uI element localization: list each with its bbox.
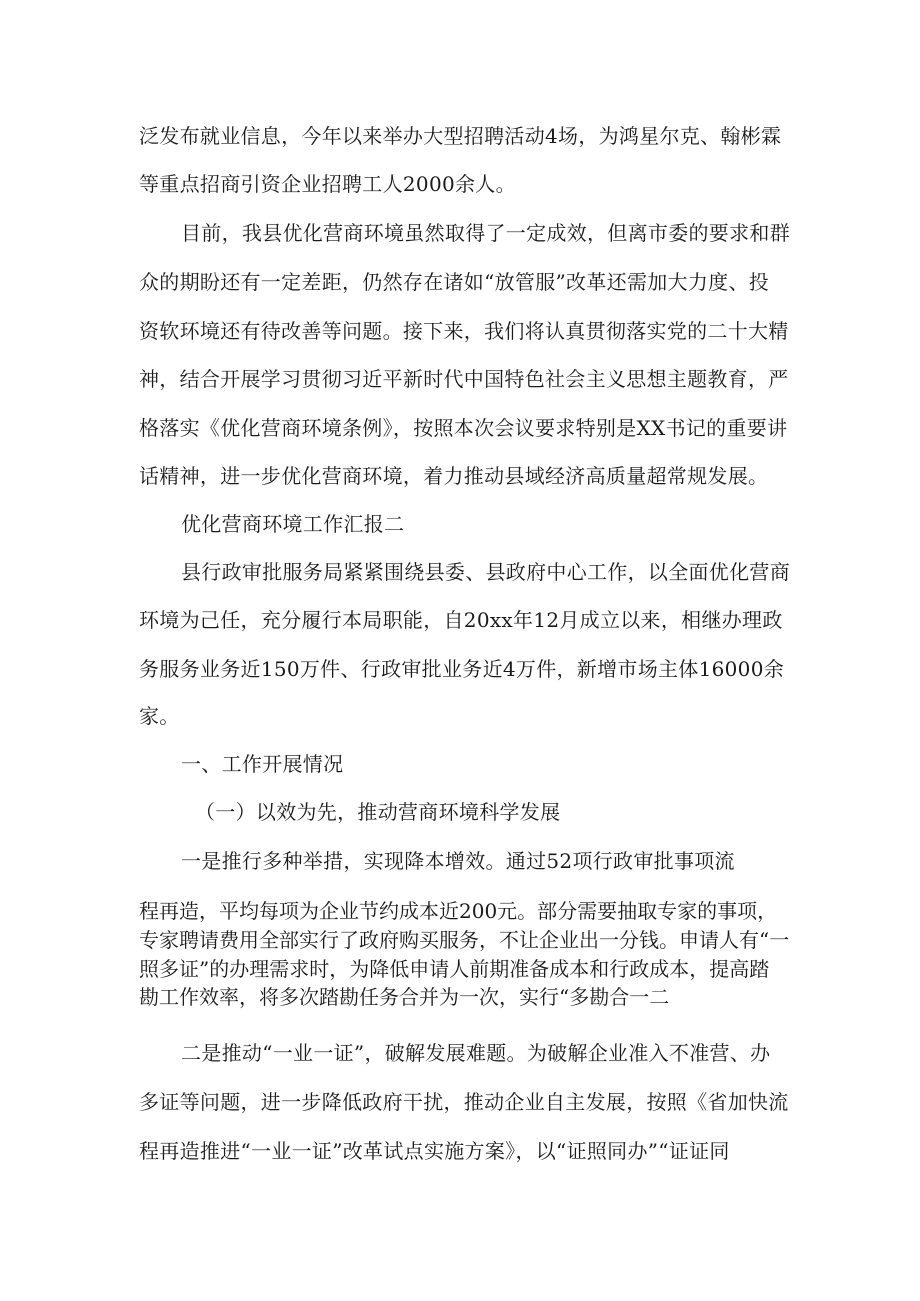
paragraph-line: 格落实《优化营商环境条例》，按照本次会议要求特别是XX书记的重要讲 [139, 416, 788, 440]
section-title: 优化营商环境工作汇报二 [181, 512, 405, 536]
paragraph-line: 一是推行多种举措，实现降本增效。通过52项行政审批事项流 [181, 849, 735, 873]
paragraph-line: 目前，我县优化营商环境虽然取得了一定成效，但离市委的要求和群 [181, 221, 790, 245]
paragraph-line: 多证等问题，进一步降低政府干扰，推动企业自主发展，按照《省加快流 [139, 1090, 789, 1114]
section-heading: 一、工作开展情况 [181, 752, 344, 776]
paragraph-line: 照多证”的办理需求时，为降低申请人前期准备成本和行政成本，提高踏 [139, 957, 770, 981]
paragraph-line: 资软环境还有待改善等问题。接下来，我们将认真贯彻落实党的二十大精 [139, 319, 789, 343]
paragraph-line: 神，结合开展学习贯彻习近平新时代中国特色社会主义思想主题教育，严 [139, 367, 789, 391]
paragraph-line: 务服务业务近150万件、行政审批业务近4万件，新增市场主体16000余 [139, 657, 785, 681]
paragraph-line: 程再造推进“一业一证”改革试点实施方案》，以“证照同办”“证证同 [139, 1139, 730, 1163]
paragraph-line: 话精神，进一步优化营商环境，着力推动县域经济高质量超常规发展。 [139, 464, 769, 488]
paragraph-line: 泛发布就业信息，今年以来举办大型招聘活动4场，为鸿星尔克、翰彬霖 [139, 124, 782, 148]
paragraph-line: 二是推动“一业一证”，破解发展难题。为破解企业准入不准营、办 [181, 1041, 771, 1065]
paragraph-line: 县行政审批服务局紧紧围绕县委、县政府中心工作，以全面优化营商 [181, 560, 790, 584]
paragraph-line: 专家聘请费用全部实行了政府购买服务，不让企业出一分钱。申请人有“一 [139, 928, 790, 952]
paragraph-line: 家。 [139, 704, 180, 728]
paragraph-line: 勘工作效率，将多次踏勘任务合并为一次，实行“多勘合一二 [139, 985, 670, 1009]
paragraph-line: 等重点招商引资企业招聘工人2000余人。 [139, 172, 516, 196]
paragraph-line: 众的期盼还有一定差距，仍然存在诸如“放管服”改革还需加大力度、投 [139, 270, 770, 294]
paragraph-line: 程再造，平均每项为企业节约成本近200元。部分需要抽取专家的事项， [139, 899, 778, 923]
subsection-heading: （一）以效为先，推动营商环境科学发展 [195, 800, 561, 824]
paragraph-line: 环境为己任，充分履行本局职能，自20xx年12月成立以来，相继办理政 [139, 608, 783, 632]
